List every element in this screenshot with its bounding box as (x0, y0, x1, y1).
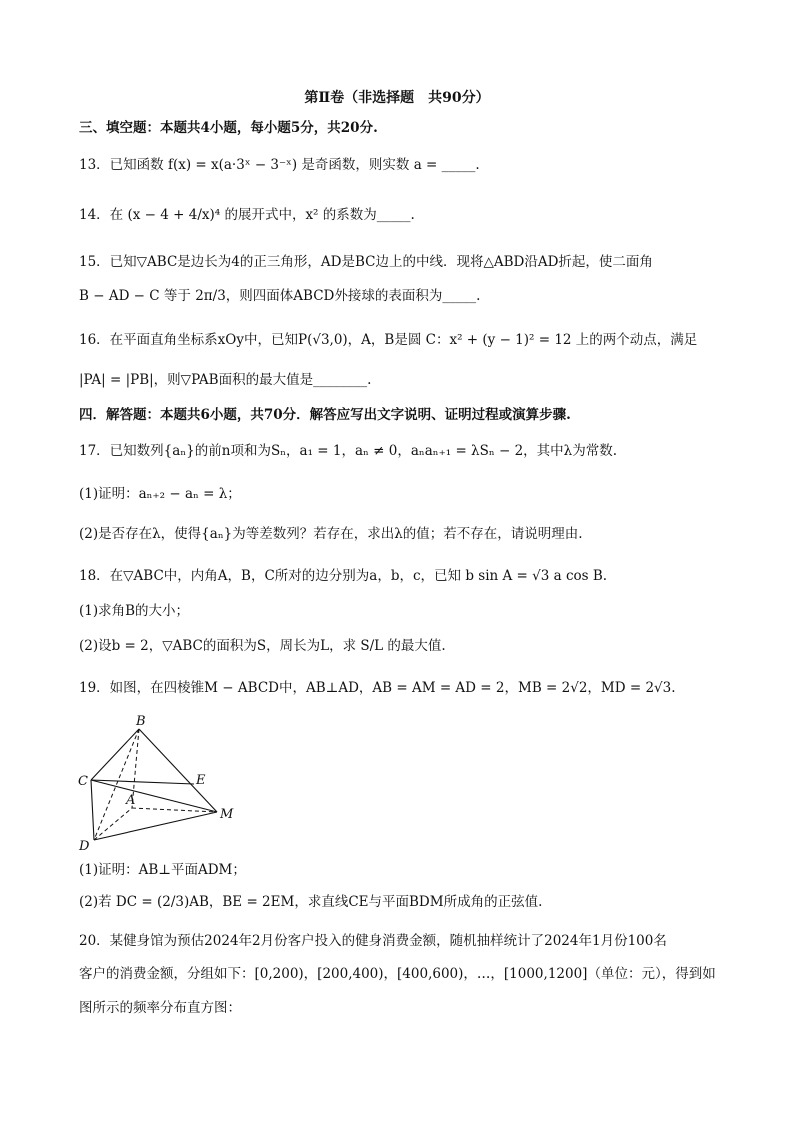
question-13: 13．已知函数 f(x) = x(a·3ˣ − 3⁻ˣ) 是奇函数，则实数 a = _____. (79, 157, 480, 173)
edge-dm (94, 812, 217, 840)
edge-bm (139, 729, 217, 812)
edge-bd-hidden (94, 729, 139, 840)
section-answer: 四．解答题：本题共6小题，共70分．解答应写出文字说明、证明过程或演算步骤. (79, 407, 571, 423)
pyramid-diagram (72, 712, 252, 857)
question-20-line1: 20．某健身馆为预估2024年2月份客户投入的健身消费金额，随机抽样统计了2024年1月份100名 (79, 933, 667, 949)
vertex-label-m: M (220, 807, 234, 822)
question-17: 17．已知数列{aₙ}的前n项和为Sₙ，a₁ = 1，aₙ ≠ 0，aₙaₙ₊₁ = λSₙ − 2，其中λ为常数. (79, 443, 618, 459)
vertex-label-c: C (78, 774, 88, 789)
vertex-label-a: A (126, 793, 136, 808)
edge-cd (91, 780, 94, 840)
vertex-label-e: E (196, 773, 206, 788)
question-15-line1: 15．已知▽ABC是边长为4的正三角形，AD是BC边上的中线．现将△ABD沿AD折起，使二面角 (79, 254, 653, 270)
question-20-line3: 图所示的频率分布直方图： (79, 1000, 241, 1016)
pyramid-figure (72, 712, 252, 857)
question-16-line2: |PA| = |PB|，则▽PAB面积的最大值是________. (79, 372, 372, 388)
section-fill-blank: 三、填空题：本题共4小题，每小题5分，共20分. (79, 120, 378, 136)
vertex-label-b: B (136, 714, 146, 729)
question-19-part1: (1)证明：AB⊥平面ADM； (79, 862, 246, 878)
question-17-part2: (2)是否存在λ，使得{aₙ}为等差数列？若存在，求出λ的值；若不存在，请说明理由. (79, 526, 583, 542)
question-18: 18．在▽ABC中，内角A，B，C所对的边分别为a，b，c，已知 b sin A = √3 a cos B. (79, 568, 608, 584)
part-title: 第Ⅱ卷（非选择题 共90分） (304, 90, 490, 106)
question-17-part1: (1)证明：aₙ₊₂ − aₙ = λ； (79, 486, 241, 502)
question-20-line2: 客户的消费金额，分组如下：[0,200)，[200,400)，[400,600)，…，[1000,1200]（单位：元），得到如 (79, 966, 716, 982)
vertex-label-d: D (79, 839, 90, 854)
question-15-line2: B − AD − C 等于 2π/3，则四面体ABCD外接球的表面积为_____. (79, 288, 481, 304)
question-18-part1: (1)求角B的大小； (79, 603, 190, 619)
question-19: 19．如图，在四棱锥M − ABCD中，AB⊥AD，AB = AM = AD = 2，MB = 2√2，MD = 2√3. (79, 680, 676, 696)
question-18-part2: (2)设b = 2，▽ABC的面积为S，周长为L，求 S/L 的最大值. (79, 638, 446, 654)
question-14: 14．在 (x − 4 + 4/x)⁴ 的展开式中，x² 的系数为_____. (79, 207, 415, 223)
question-16-line1: 16．在平面直角坐标系xOy中，已知P(√3,0)，A，B是圆 C：x² + (y − 1)² = 12 上的两个动点，满足 (79, 332, 698, 348)
edge-bc (91, 729, 139, 780)
question-19-part2: (2)若 DC = (2/3)AB，BE = 2EM，求直线CE与平面BDM所成角的正弦值. (79, 894, 543, 910)
